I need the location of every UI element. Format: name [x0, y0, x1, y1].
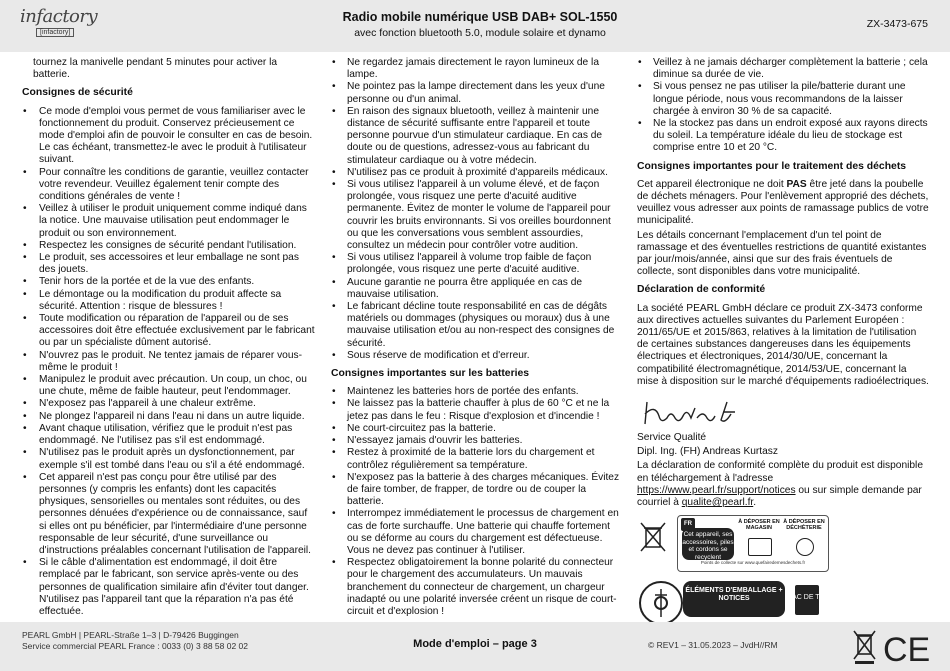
sorting-bin-icon	[787, 579, 827, 619]
waste-emphasis: PAS	[786, 178, 807, 190]
company-address: PEARL GmbH | PEARL-Straße 1–3 | D-79426 Buggingen	[22, 630, 239, 640]
list-item: • Si vous utilisez l'appareil à volume trop faible de façon prolongée, vous risquez une perte d'acuité auditive.	[331, 252, 621, 276]
recycle-pill: Cet appareil, ses accessoires, piles et cordons se recyclent	[682, 528, 734, 560]
shop-icon	[748, 538, 772, 556]
list-item: • N'essayez jamais d'ouvrir les batteries.	[331, 435, 621, 447]
waste-text: être jeté dans la poubelle de déchets ménagers. Pour l'enlèvement approprié des déchets, veuillez vous adresser aux points de ramassage publics de votre municipalité.	[637, 178, 929, 227]
column-1	[22, 57, 315, 618]
bac-label: BAC DE TRI	[787, 594, 827, 602]
list-item: • Avant chaque utilisation, vérifiez que le produit n'est pas endommagé. Ne l'utilisez pas s'il est endommagé.	[22, 423, 315, 447]
waste-heading: Consignes importantes pour le traitement des déchets	[637, 160, 907, 172]
list-item: • Ne court-circuitez pas la batterie.	[331, 423, 621, 435]
list-item: • Ne regardez jamais directement le rayon lumineux de la lampe.	[331, 57, 621, 81]
triman-icon	[639, 581, 683, 625]
declaration-text: La déclaration de conformité complète du produit est disponible en téléchargement à l'adresse	[637, 460, 923, 484]
fr-badge: FR	[681, 518, 695, 530]
list-item: • Toute modification ou réparation de l'appareil ou de ses accessoires doit être effectuée exclusivement par le fabricant ou par un spécialiste dûment autorisé.	[22, 313, 315, 350]
page-label: Mode d'emploi – page 3	[413, 638, 537, 650]
notices-link[interactable]: https://www.pearl.fr/support/notices	[637, 484, 796, 496]
ce-mark: CE	[883, 631, 931, 667]
recycling-logos	[637, 515, 829, 633]
battery-heading: Consignes importantes sur les batteries	[331, 368, 530, 380]
column-3	[637, 57, 929, 633]
email-link[interactable]: qualite@pearl.fr	[681, 497, 754, 509]
store-label: À DÉPOSER EN MAGASIN	[738, 519, 780, 532]
list-item: • Interrompez immédiatement le processus de chargement en cas de forte surchauffe. Une batterie qui chauffe fortement ou se déforme au cours du chargement est défectueuse. Vous ne devez pas continuer à l'utiliser.	[331, 508, 621, 557]
waste-paragraph	[637, 179, 929, 228]
battery-list	[331, 386, 621, 618]
list-item: • Si vous pensez ne pas utiliser la pile/batterie durant une longue période, nous vous recommandons de la laisser chargée à environ 30 % de sa capacité.	[637, 81, 929, 118]
list-item: • Veillez à ne jamais décharger complètement la batterie ; cela diminue sa durée de vie.	[637, 57, 929, 81]
list-item: • Sous réserve de modification et d'erreur.	[331, 350, 621, 362]
document-title: Radio mobile numérique USB DAB+ SOL-1550	[342, 10, 618, 24]
list-item: • N'ouvrez pas le produit. Ne tentez jamais de réparer vous-même le produit !	[22, 350, 315, 374]
list-item: • Si vous utilisez l'appareil à un volume élevé, et de façon prolongée, vous risquez une perte d'acuité auditive permanente. Évitez de monter le volume de l'appareil pour couvrir les bruits environnants. Si vos oreilles bourdonnent ou que les conversations vous semblent assourdies, consultez un médecin pour contrôler votre audition.	[331, 179, 621, 252]
list-item: • En raison des signaux bluetooth, veillez à maintenir une distance de sécurité suffisante entre l'appareil et toute personne pourvue d'un stimulateur cardiaque. En cas de doute ou de questions, adressez-vous au fabricant du stimulateur cardiaque ou à votre médecin.	[331, 106, 621, 167]
collect-footer: Points de collecte sur www.quefairedemesdechets.fr	[700, 560, 806, 566]
brand-logo	[20, 6, 98, 48]
list-item: • Aucune garantie ne pourra être appliquée en cas de mauvaise utilisation.	[331, 277, 621, 301]
list-item: • N'exposez pas l'appareil à une chaleur extrême.	[22, 398, 315, 410]
page-footer	[0, 622, 950, 671]
declaration-text: .	[753, 497, 757, 509]
article-number: ZX-3473-675	[866, 18, 928, 30]
list-item: • Veillez à utiliser le produit uniquement comme indiqué dans la notice. Une mauvaise utilisation peut endommager le produit ou son environnement.	[22, 203, 315, 240]
list-item: • Le fabricant décline toute responsabilité en cas de dégâts matériels ou dommages (physiques ou moraux) dus à une mauvaise utilisation et/ou au non-respect des consignes de sécurité.	[331, 301, 621, 350]
list-item: • N'exposez pas la batterie à des charges mécaniques. Évitez de faire tomber, de frapper, de tordre ou de couper la batterie.	[331, 472, 621, 509]
triman-info-box	[677, 515, 829, 572]
list-item: • Ce mode d'emploi vous permet de vous familiariser avec le fonctionnement du produit. Conservez précieusement ce mode d'emploi afin de pouvoir le consulter en cas de besoin. Le cas échéant, transmettez-le avec le produit à l'utilisateur suivant.	[22, 106, 315, 167]
waste-paragraph-2: Les détails concernant l'emplacement d'un tel point de ramassage et des éventuelles restrictions de quantité existantes par jour/mois/année, ainsi que sur des frais éventuels de collecte, sont disponibles dans votre municipalité.	[637, 229, 927, 278]
intro-text: tournez la manivelle pendant 5 minutes pour activer la batterie.	[33, 57, 278, 81]
list-item: • Si le câble d'alimentation est endommagé, il doit être remplacé par le fabricant, son service après-vente ou des personnes de qualification similaire afin d'éviter tout danger. N'utilisez pas l'appareil tant que la réparation n'a pas été effectuée.	[22, 557, 315, 618]
revision-info: © REV1 – 31.05.2023 – JvdH//RM	[648, 640, 778, 650]
list-item: • Respectez obligatoirement la bonne polarité du connecteur pour le chargement des accumulateurs. Un mauvais branchement du connecteur de chargement, un chargeur inadapté ou une polarité inversée créent un risque de court-circuit et d'explosion !	[331, 557, 621, 618]
list-item: • Manipulez le produit avec précaution. Un coup, un choc, ou une chute, même de faible hauteur, peut l'endommager.	[22, 374, 315, 398]
declaration-text: ou sur simple demande par courriel à	[637, 484, 922, 509]
battery-list-continued	[637, 57, 929, 155]
packaging-label: ÉLÉMENTS D'EMBALLAGE + NOTICES	[683, 581, 785, 617]
logo-script: infactory	[20, 6, 98, 27]
conformity-heading: Déclaration de conformité	[637, 284, 766, 296]
column-2	[331, 57, 621, 618]
safety-heading: Consignes de sécurité	[22, 87, 133, 99]
list-item: • Ne la stockez pas dans un endroit exposé aux rayons directs du soleil. La température idéale du lieu de stockage est comprise entre 10 et 20 °C.	[637, 118, 929, 155]
list-item: • Ne plongez l'appareil ni dans l'eau ni dans un autre liquide.	[22, 411, 315, 423]
list-item: • Pour connaître les conditions de garantie, veuillez contacter votre revendeur. Veuillez également tenir compte des conditions générales de vente !	[22, 167, 315, 204]
conformity-paragraph: La société PEARL GmbH déclare ce produit ZX-3473 conforme aux directives actuelles suivantes du Parlement Européen : 2011/65/UE et 2015/863, relatives à la limitation de l'utilisation de certaines substances dangereuses dans les équipements électriques et électroniques, 2014/30/UE, concernant la compatibilité électromagnétique, 2014/53/UE, concernant la mise à disposition sur le marché d'équipements radioélectriques.	[637, 302, 929, 387]
engineer-name: Dipl. Ing. (FH) Andreas Kurtasz	[637, 446, 778, 458]
list-item: • Tenir hors de la portée et de la vue des enfants.	[22, 276, 315, 288]
signature	[637, 394, 929, 430]
list-item: • Respectez les consignes de sécurité pendant l'utilisation.	[22, 240, 315, 252]
declaration-paragraph	[637, 460, 929, 509]
list-item: • Le produit, ses accessoires et leur emballage ne sont pas des jouets.	[22, 252, 315, 276]
list-item: • Ne pointez pas la lampe directement dans les yeux d'une personne ou d'un animal.	[331, 81, 621, 105]
list-item: • Le démontage ou la modification du produit affecte sa sécurité. Attention : risque de blessures !	[22, 289, 315, 313]
company-service: Service commercial PEARL France : 0033 (0) 3 88 58 02 02	[22, 640, 248, 651]
logo-box: [infactory]	[36, 28, 74, 37]
safety-list	[22, 106, 315, 619]
list-item: • Restez à proximité de la batterie lors du chargement et contrôlez régulièrement sa température.	[331, 447, 621, 471]
list-item: • Cet appareil n'est pas conçu pour être utilisé par des personnes (y compris les enfants) dont les capacités physiques, sensorielles ou mentales sont réduites, ou des personnes dénuées d'expérience ou de connaissance, sauf si elles ont pu bénéficier, par l'intermédiaire d'une personne responsable de leur sécurité, d'une surveillance ou d'instructions préalables concernant l'utilisation de l'appareil.	[22, 472, 315, 557]
list-item: • Ne laissez pas la batterie chauffer à plus de 60 °C et ne la jetez pas dans le feu : Risque d'explosion et d'incendie !	[331, 398, 621, 422]
collect-label: À DÉPOSER EN DÉCHÈTERIE	[783, 519, 825, 532]
list-item: • N'utilisez pas ce produit à proximité d'appareils médicaux.	[331, 167, 621, 179]
crossed-bin-icon	[639, 521, 667, 553]
document-subtitle: avec fonction bluetooth 5.0, module solaire et dynamo	[354, 27, 606, 39]
list-item: • Maintenez les batteries hors de portée des enfants.	[331, 386, 621, 398]
page-header	[0, 0, 950, 52]
compliance-marks	[852, 627, 932, 667]
safety-list-continued	[331, 57, 621, 362]
company-info	[22, 630, 248, 651]
waste-text: Cet appareil électronique ne doit	[637, 178, 787, 190]
signature-icon	[637, 394, 757, 430]
weee-bin-icon	[854, 631, 875, 664]
recycling-center-icon	[796, 538, 814, 556]
service-name: Service Qualité	[637, 432, 707, 444]
list-item: • N'utilisez pas le produit après un dysfonctionnement, par exemple s'il est tombé dans l'eau ou s'il a été endommagé.	[22, 447, 315, 471]
